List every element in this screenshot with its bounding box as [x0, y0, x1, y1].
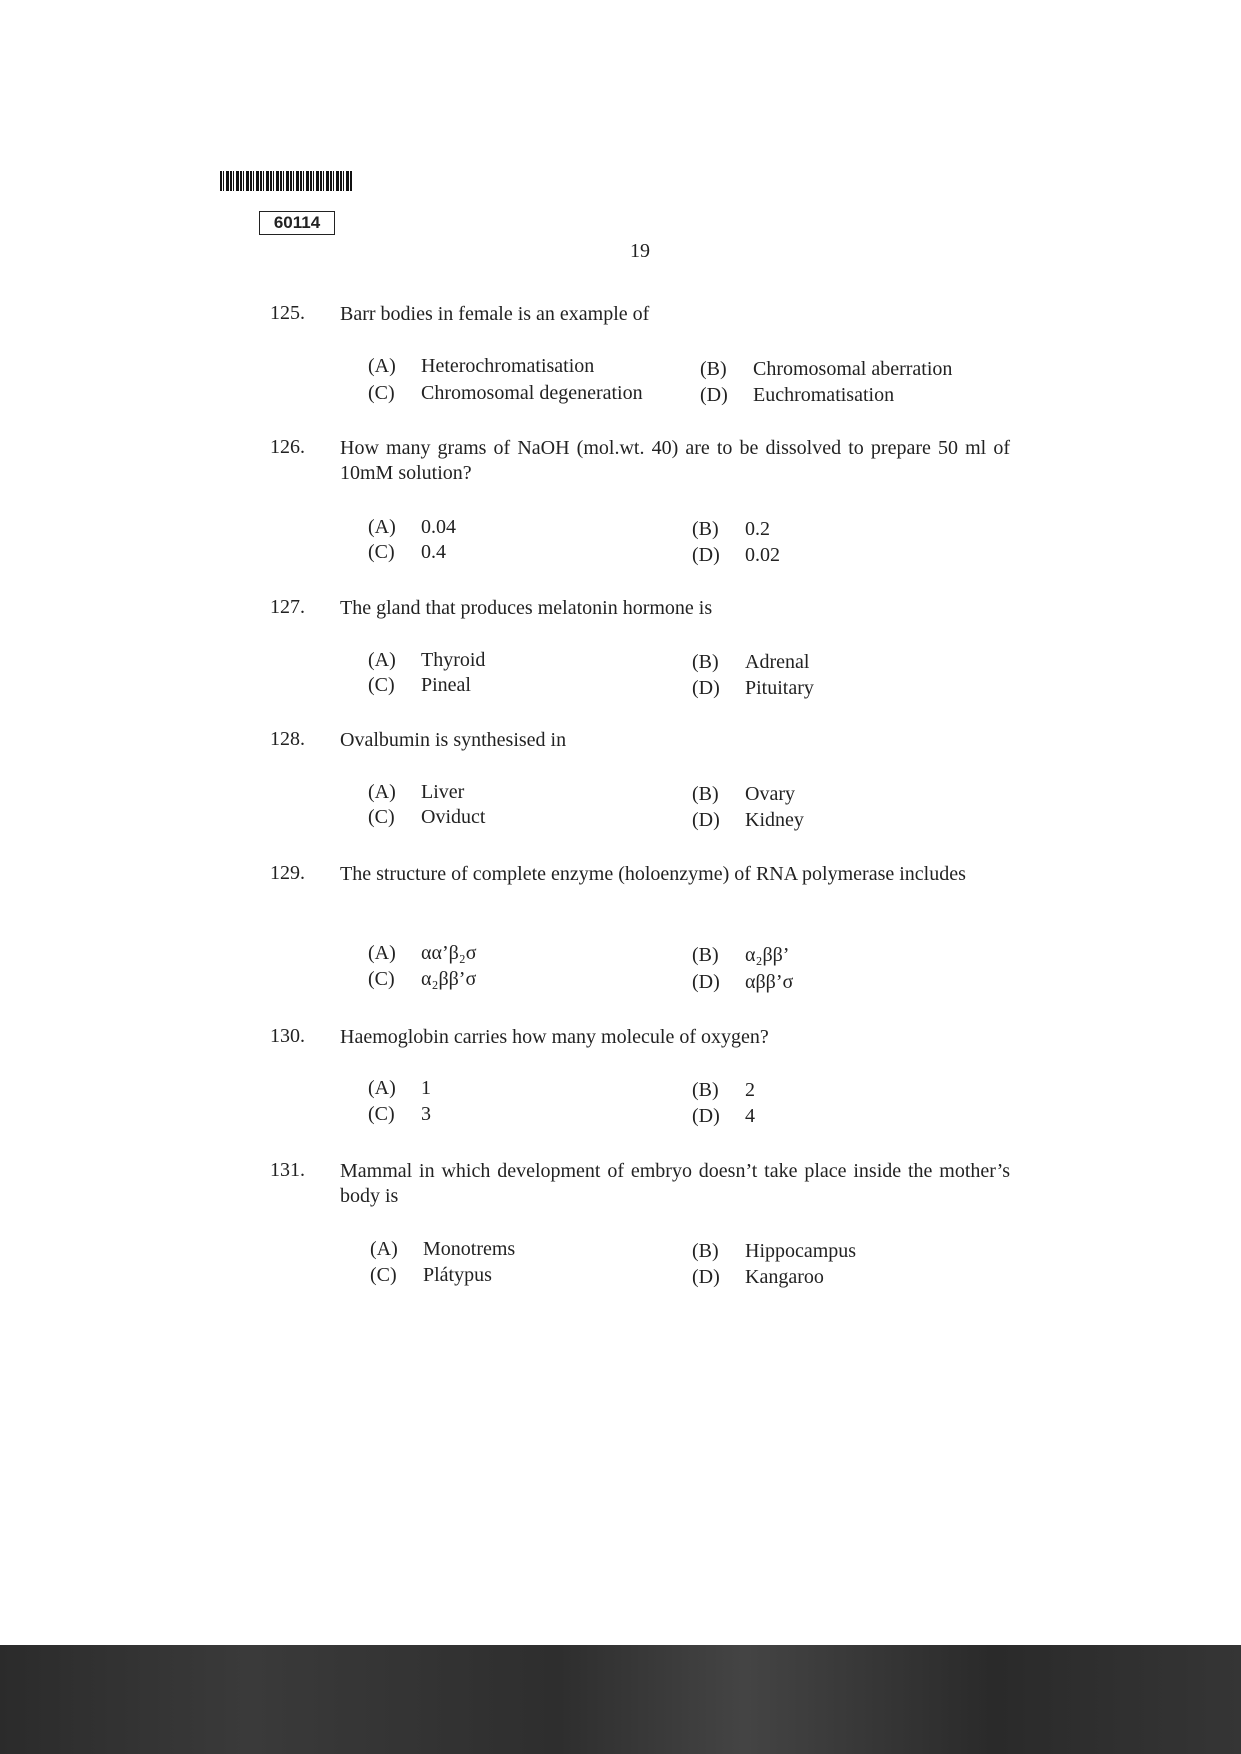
question-text: Barr bodies in female is an example of: [340, 303, 650, 325]
option-b: (B) Chromosomal aberration: [700, 358, 953, 380]
question-number: 125.: [270, 302, 305, 324]
question-number: 131.: [270, 1159, 305, 1181]
option-c: (C) Oviduct: [368, 806, 486, 828]
option-c: (C) α₂ββ’σ: [368, 968, 477, 990]
option-b: (B) Hippocampus: [692, 1240, 857, 1262]
option-d: (D) Pituitary: [692, 677, 814, 699]
question-number: 129.: [270, 862, 305, 884]
option-a: (A) Monotrems: [370, 1238, 516, 1260]
option-d: (D) Kangaroo: [692, 1266, 824, 1288]
option-c: (C) Chromosomal degeneration: [368, 382, 643, 404]
option-d: (D) 4: [692, 1105, 755, 1127]
option-c: (C) Pineal: [368, 674, 471, 696]
option-a: (A) Heterochromatisation: [368, 355, 595, 377]
question-text: How many grams of NaOH (mol.wt. 40) are to be dissolved to prepare 50 ml of 10mM solution?: [340, 437, 1010, 484]
question-text: The gland that produces melatonin hormone is: [340, 597, 713, 619]
option-a: (A) 0.04: [368, 516, 456, 538]
question-text: Mammal in which development of embryo doesn’t take place inside the mother’s body is: [340, 1160, 1010, 1207]
option-a: (A) Liver: [368, 781, 465, 803]
paper-code-box: 60114: [259, 211, 335, 235]
question-number: 130.: [270, 1025, 305, 1047]
question-number: 127.: [270, 596, 305, 618]
question-text: The structure of complete enzyme (holoenzyme) of RNA polymerase includes: [340, 863, 966, 885]
option-c: (C) 3: [368, 1103, 431, 1125]
option-a: (A) Thyroid: [368, 649, 486, 671]
option-d: (D) Euchromatisation: [700, 384, 895, 406]
question-text: Haemoglobin carries how many molecule of oxygen?: [340, 1026, 769, 1048]
page-number: 19: [630, 240, 650, 262]
option-d: (D) 0.02: [692, 544, 780, 566]
question-number: 126.: [270, 436, 305, 458]
option-b: (B) Adrenal: [692, 651, 810, 673]
option-a: (A) 1: [368, 1077, 431, 1099]
scan-border: [0, 1645, 1241, 1754]
option-c: (C) 0.4: [368, 541, 446, 563]
question-number: 128.: [270, 728, 305, 750]
option-b: (B) 0.2: [692, 518, 770, 540]
option-b: (B) Ovary: [692, 783, 795, 805]
option-d: (D) Kidney: [692, 809, 804, 831]
option-c: (C) Plátypus: [370, 1264, 492, 1286]
option-b: (B) 2: [692, 1079, 755, 1101]
option-d: (D) αββ’σ: [692, 971, 794, 993]
question-text: Ovalbumin is synthesised in: [340, 729, 567, 751]
option-b: (B) α₂ββ’: [692, 944, 790, 966]
barcode: [220, 171, 352, 191]
option-a: (A) αα’β₂σ: [368, 942, 477, 964]
